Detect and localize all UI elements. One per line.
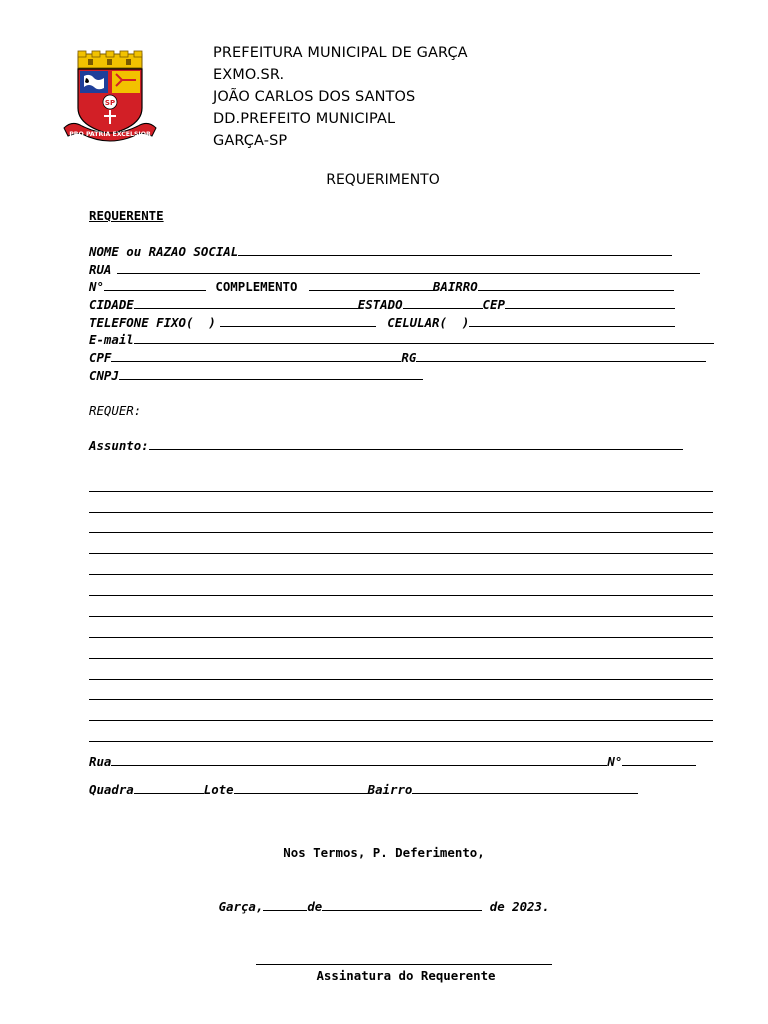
- field-rg-label: RG: [401, 350, 417, 365]
- writing-line[interactable]: [89, 491, 713, 492]
- field-row-quadra: [89, 781, 638, 798]
- requer-label: REQUER:: [89, 403, 142, 418]
- date-day-blank[interactable]: [263, 898, 307, 911]
- field-estado-label: ESTADO: [357, 297, 403, 312]
- writing-line[interactable]: [89, 679, 713, 680]
- section-label-requerente: REQUERENTE: [89, 208, 164, 223]
- field-local-bairro-blank[interactable]: [412, 781, 638, 794]
- date-de: de: [307, 899, 323, 914]
- signature-label: Assinatura do Requerente: [316, 968, 496, 983]
- field-rua[interactable]: [89, 261, 700, 278]
- header-line-2: EXMO.SR.: [213, 67, 285, 83]
- field-estado-blank[interactable]: [403, 296, 483, 309]
- writing-line[interactable]: [89, 595, 713, 596]
- header-line-3: JOÃO CARLOS DOS SANTOS: [213, 89, 416, 105]
- field-local-bairro-label: Bairro: [367, 782, 413, 797]
- writing-line[interactable]: [89, 512, 713, 513]
- field-rua-label: RUA: [89, 262, 112, 277]
- field-lote-label: Lote: [203, 782, 234, 797]
- document-title-text: REQUERIMENTO: [326, 172, 440, 188]
- writing-line[interactable]: [89, 553, 713, 554]
- writing-line[interactable]: [89, 741, 713, 742]
- field-telefone-blank[interactable]: [220, 314, 376, 327]
- field-quadra-label: Quadra: [89, 782, 134, 797]
- date-line: [0, 898, 768, 914]
- field-rua-blank[interactable]: [117, 261, 700, 274]
- header-line-5: GARÇA-SP: [213, 133, 288, 149]
- field-telefone-label: TELEFONE FIXO( ): [89, 315, 216, 330]
- field-numero-label: N°: [89, 279, 104, 294]
- field-assunto[interactable]: [89, 437, 683, 454]
- field-row-cidade: [89, 296, 675, 313]
- field-bairro-blank[interactable]: [478, 278, 674, 291]
- field-local-rua-label: Rua: [89, 754, 112, 769]
- field-cpf-label: CPF: [89, 350, 112, 365]
- field-cidade-label: CIDADE: [89, 297, 134, 312]
- crest-motto: PRO PATRIA EXCELSIOR: [69, 131, 151, 138]
- field-cnpj-blank[interactable]: [119, 367, 423, 380]
- field-rg-blank[interactable]: [416, 349, 706, 362]
- document-title: [0, 172, 768, 188]
- writing-line[interactable]: [89, 658, 713, 659]
- svg-text:SP: SP: [104, 99, 116, 107]
- date-month-blank[interactable]: [322, 898, 482, 911]
- field-row-numero: [89, 278, 674, 295]
- field-celular-blank[interactable]: [469, 314, 675, 327]
- field-row-telefone: [89, 314, 675, 331]
- header-line-4: DD.PREFEITO MUNICIPAL: [213, 111, 396, 127]
- field-nome-blank[interactable]: [238, 243, 672, 256]
- date-year: de 2023.: [489, 899, 550, 914]
- crown-icon: [78, 51, 142, 68]
- field-nome[interactable]: [89, 243, 672, 260]
- field-complemento-label: COMPLEMENTO: [215, 279, 298, 294]
- writing-line[interactable]: [89, 637, 713, 638]
- field-row-cpf: [89, 349, 706, 366]
- field-cidade-blank[interactable]: [134, 296, 358, 309]
- header-line-1: PREFEITURA MUNICIPAL DE GARÇA: [213, 45, 468, 61]
- date-city: Garça,: [218, 899, 264, 914]
- field-cep-blank[interactable]: [505, 296, 675, 309]
- field-cnpj[interactable]: [89, 367, 423, 384]
- field-complemento-blank[interactable]: [309, 278, 433, 291]
- writing-line[interactable]: [89, 699, 713, 700]
- field-email[interactable]: [89, 331, 714, 348]
- field-assunto-label: Assunto:: [89, 438, 149, 453]
- field-email-label: E-mail: [89, 332, 134, 347]
- field-local-numero-label: N°: [607, 754, 623, 769]
- field-local-rua-blank[interactable]: [111, 753, 607, 766]
- field-celular-label: CELULAR( ): [387, 315, 470, 330]
- field-numero-blank[interactable]: [104, 278, 206, 291]
- field-quadra-blank[interactable]: [134, 781, 204, 794]
- closing-text: Nos Termos, P. Deferimento,: [283, 845, 485, 860]
- field-cnpj-label: CNPJ: [89, 368, 119, 383]
- field-lote-blank[interactable]: [234, 781, 368, 794]
- field-email-blank[interactable]: [134, 331, 714, 344]
- writing-line[interactable]: [89, 616, 713, 617]
- writing-line[interactable]: [89, 532, 713, 533]
- signature-line[interactable]: [256, 964, 552, 965]
- municipal-coat-of-arms: [62, 50, 158, 144]
- writing-line[interactable]: [89, 720, 713, 721]
- field-row-local-rua: [89, 753, 696, 770]
- field-nome-label: NOME ou RAZAO SOCIAL: [89, 244, 239, 259]
- writing-line[interactable]: [89, 574, 713, 575]
- field-bairro-label: BAIRRO: [432, 279, 478, 294]
- field-assunto-blank[interactable]: [149, 437, 683, 450]
- field-cpf-blank[interactable]: [111, 349, 401, 362]
- field-cep-label: CEP: [482, 297, 505, 312]
- field-local-numero-blank[interactable]: [622, 753, 696, 766]
